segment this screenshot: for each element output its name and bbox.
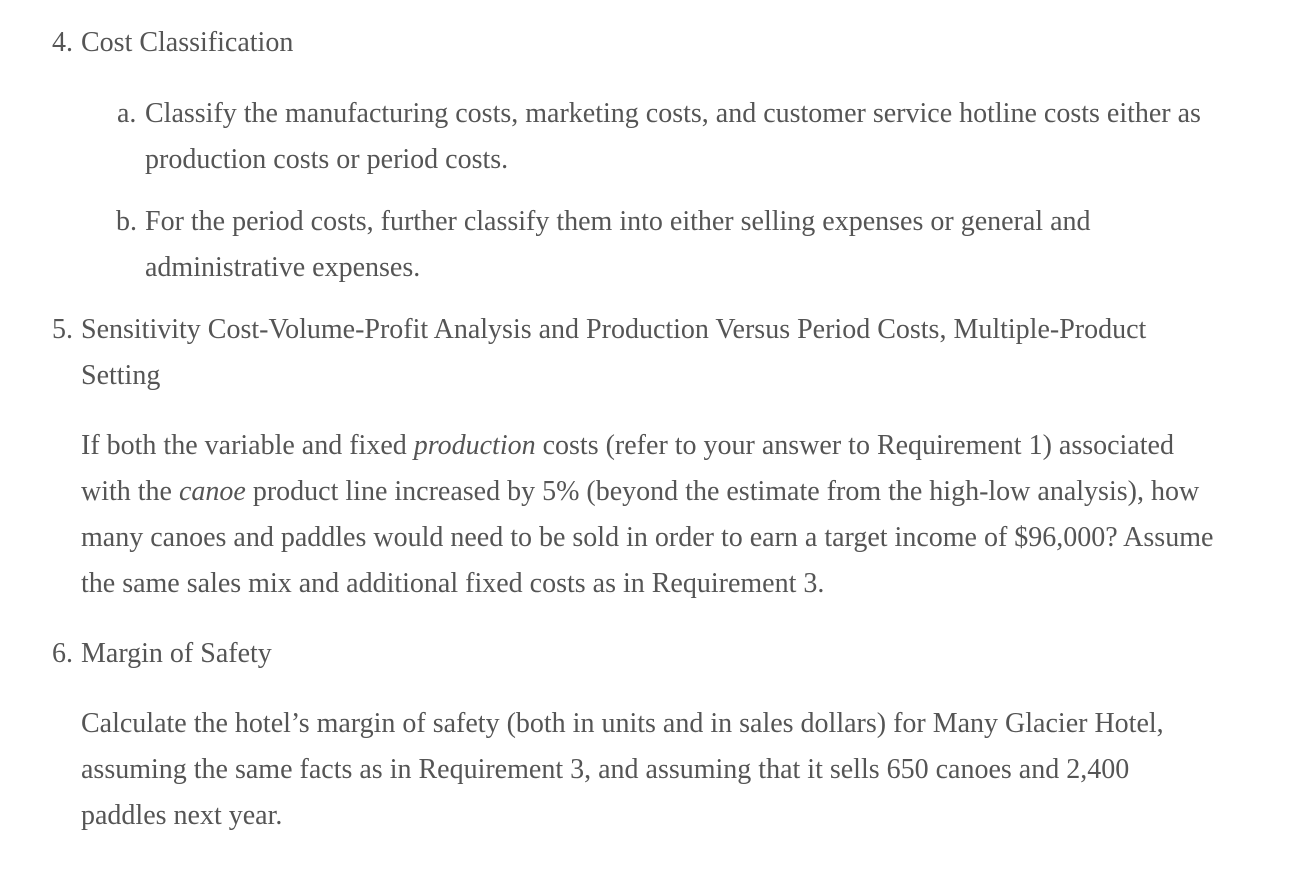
sub-item-text-line: administrative expenses.	[145, 252, 421, 283]
paragraph-text: If both the variable and fixed	[81, 430, 414, 461]
sub-item-text-line: production costs or period costs.	[145, 144, 509, 175]
paragraph-line: many canoes and paddles would need to be sold in order to earn a target income of $96,000? Assume	[81, 522, 1214, 553]
item-number: 5.	[52, 314, 73, 345]
item-heading-line: Setting	[81, 360, 161, 391]
paragraph-text: costs (refer to your answer to Requirement 1) associated	[535, 430, 1174, 461]
item-heading: Cost Classification	[81, 27, 294, 58]
paragraph-text: product line increased by 5% (beyond the estimate from the high-low analysis), how	[245, 476, 1200, 507]
paragraph-line	[81, 469, 1199, 515]
sub-item-text-line: Classify the manufacturing costs, marketing costs, and customer service hotline costs either as	[145, 98, 1201, 129]
sub-item-letter: b.	[116, 206, 137, 237]
sub-item-text-line: For the period costs, further classify them into either selling expenses or general and	[145, 206, 1091, 237]
paragraph-line: Calculate the hotel’s margin of safety (both in units and in sales dollars) for Many Glacier Hotel,	[81, 708, 1164, 739]
paragraph-text: with the	[81, 476, 179, 507]
sub-item-letter: a.	[117, 98, 137, 129]
emphasized-text: production	[413, 430, 536, 461]
item-heading: Margin of Safety	[81, 638, 272, 669]
paragraph-line: paddles next year.	[81, 800, 283, 831]
paragraph-line	[81, 423, 1174, 469]
emphasized-text: canoe	[179, 476, 246, 507]
item-number: 6.	[52, 638, 73, 669]
item-number: 4.	[52, 27, 73, 58]
paragraph-line: assuming the same facts as in Requirement 3, and assuming that it sells 650 canoes and 2,400	[81, 754, 1130, 785]
item-heading-line: Sensitivity Cost-Volume-Profit Analysis and Production Versus Period Costs, Multiple-Product	[81, 314, 1147, 345]
paragraph-line: the same sales mix and additional fixed costs as in Requirement 3.	[81, 568, 825, 599]
